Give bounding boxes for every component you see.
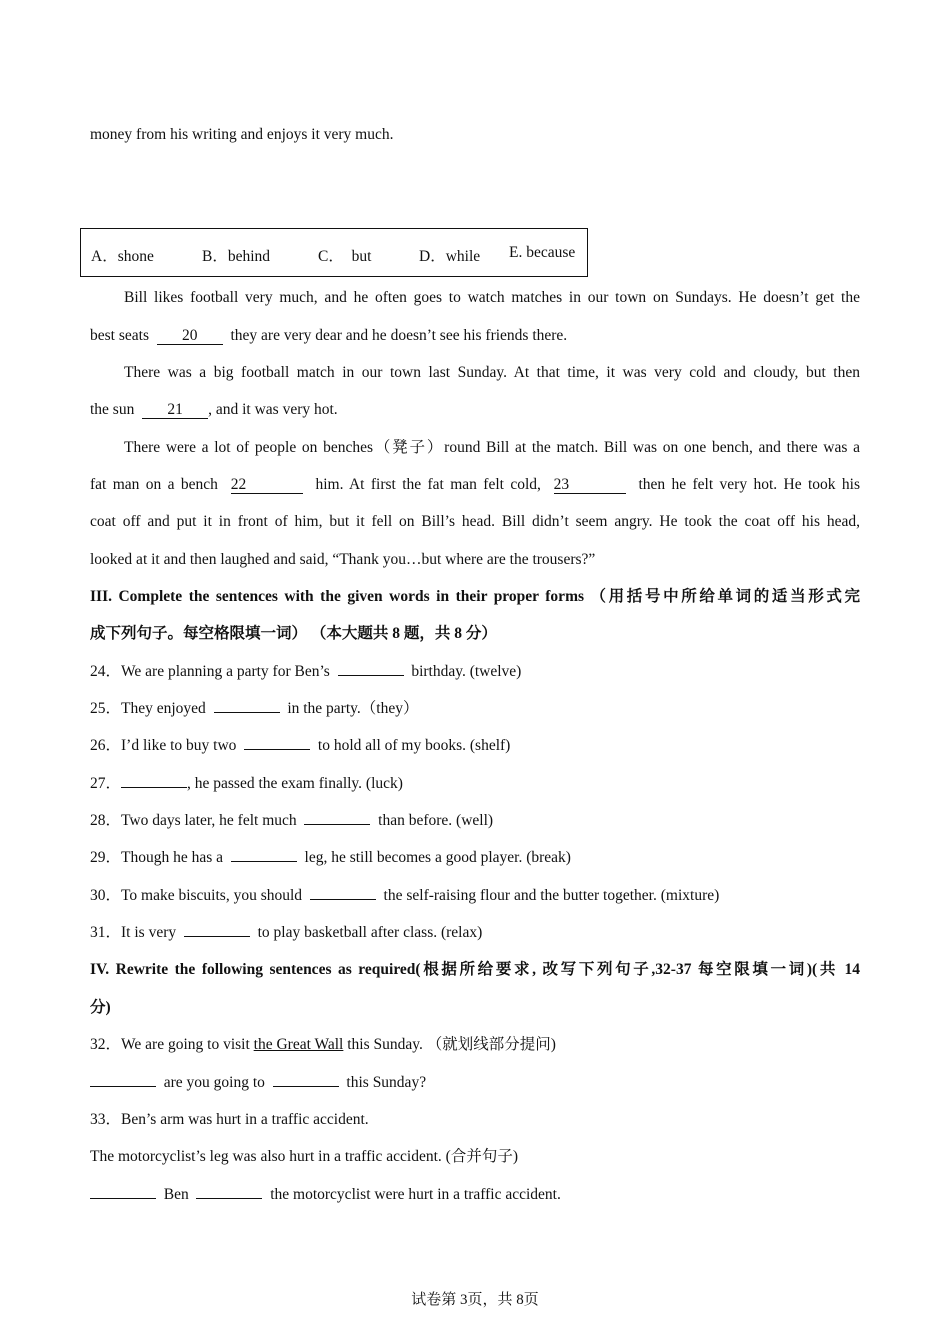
question-32: 32．We are going to visit the Great Wall this Sunday. （就划线部分提问) bbox=[90, 1036, 556, 1053]
answer-blank[interactable] bbox=[304, 824, 370, 825]
answer-blank[interactable] bbox=[184, 936, 250, 937]
page-footer: 试卷第 3页，共 8页 bbox=[411, 1292, 539, 1308]
passage-p2-line2: the sun 21 , and it was very hot. bbox=[90, 401, 338, 418]
question-31: 31．It is very to play basketball after class. (relax) bbox=[90, 924, 483, 941]
question-28: 28．Two days later, he felt much than before. (well) bbox=[90, 812, 494, 829]
passage-p1-line1: Bill likes football very much, and he often goes to watch matches in our town on Sundays. He doesn’t get the bbox=[124, 289, 860, 306]
option-e: E. because bbox=[509, 244, 576, 261]
blank-21: 21 bbox=[142, 402, 208, 419]
passage-p3-line2: fat man on a bench 22 him. At first the fat man felt cold, 23 then he felt very hot. He took his bbox=[90, 476, 860, 493]
question-25: 25．They enjoyed in the party.（they） bbox=[90, 700, 419, 717]
question-33: 33．Ben’s arm was hurt in a traffic accident. bbox=[90, 1111, 369, 1128]
question-27: 27． , he passed the exam finally. (luck) bbox=[90, 775, 403, 792]
answer-blank[interactable] bbox=[196, 1198, 262, 1199]
option-b: B．behind bbox=[202, 248, 271, 265]
answer-blank[interactable] bbox=[90, 1086, 156, 1087]
word-bank-box bbox=[80, 228, 588, 277]
answer-blank[interactable] bbox=[310, 899, 376, 900]
question-33-answer: Ben the motorcyclist were hurt in a traffic accident. bbox=[90, 1185, 561, 1205]
passage-p2-line1: There was a big football match in our town last Sunday. At that time, it was very cold and cloudy, but then bbox=[124, 364, 860, 381]
answer-blank[interactable] bbox=[338, 675, 404, 676]
answer-blank[interactable] bbox=[214, 712, 280, 713]
underlined-phrase: the Great Wall bbox=[253, 1036, 344, 1053]
passage-p3-line3: coat off and put it in front of him, but it fell on Bill’s head. Bill didn’t seem angry. He took the coat off his head, bbox=[90, 513, 860, 530]
question-29: 29．Though he has a leg, he still becomes a good player. (break) bbox=[90, 849, 571, 866]
blank-22: 22 bbox=[231, 477, 303, 494]
option-c: C． but bbox=[318, 248, 372, 265]
option-a: A．shone bbox=[91, 248, 154, 265]
answer-blank[interactable] bbox=[273, 1086, 339, 1087]
answer-blank[interactable] bbox=[244, 749, 310, 750]
question-33-line2: The motorcyclist’s leg was also hurt in a traffic accident. (合并句子) bbox=[90, 1148, 518, 1165]
passage-p1-line2: best seats 20 they are very dear and he doesn’t see his friends there. bbox=[90, 327, 568, 344]
question-26: 26．I’d like to buy two to hold all of my books. (shelf) bbox=[90, 737, 511, 754]
section-4-title-line1: IV. Rewrite the following sentences as required(根据所给要求, 改写下列句子,32-37 每空限填一词)(共 14 bbox=[90, 961, 860, 978]
question-24: 24．We are planning a party for Ben’s birthday. (twelve) bbox=[90, 663, 522, 680]
passage-p3-line1: There were a lot of people on benches（凳子）round Bill at the match. Bill was on one bench, and there was a bbox=[124, 439, 860, 456]
passage-p3-line4: looked at it and then laughed and said, “Thank you…but where are the trousers?” bbox=[90, 551, 596, 568]
section-3-title-line1: III. Complete the sentences with the given words in their proper forms （用括号中所给单词的适当形式完 bbox=[90, 588, 860, 605]
blank-20: 20 bbox=[157, 328, 223, 345]
section-3-title-line2: 成下列句子。每空格限填一词） （本大题共 8 题，共 8 分） bbox=[90, 625, 497, 642]
answer-blank[interactable] bbox=[90, 1198, 156, 1199]
answer-blank[interactable] bbox=[121, 787, 187, 788]
option-d: D．while bbox=[419, 248, 481, 265]
blank-23: 23 bbox=[554, 477, 626, 494]
question-32-answer: are you going to this Sunday? bbox=[90, 1073, 426, 1093]
section-4-title-line2: 分) bbox=[90, 999, 111, 1016]
answer-blank[interactable] bbox=[231, 861, 297, 862]
passage-continuation: money from his writing and enjoys it very much. bbox=[90, 126, 394, 143]
question-30: 30．To make biscuits, you should the self-raising flour and the butter together. (mixture) bbox=[90, 887, 720, 904]
